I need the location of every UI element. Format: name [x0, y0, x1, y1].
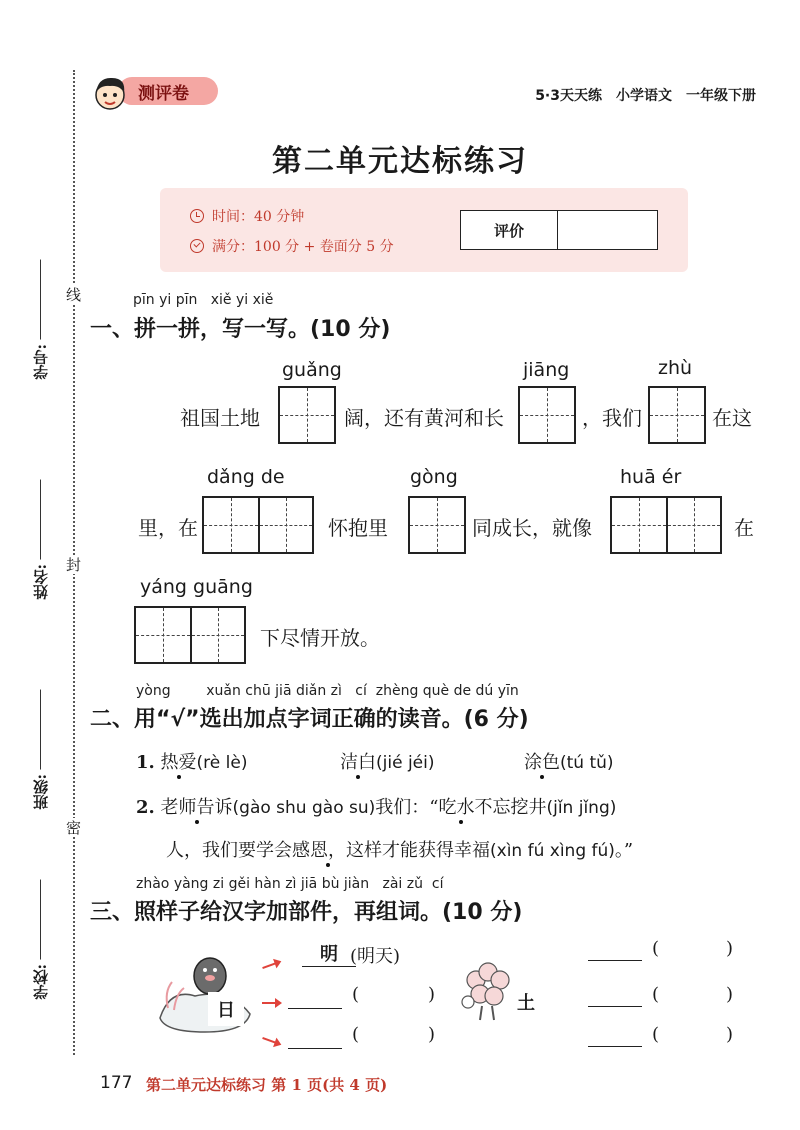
evaluation-box: [460, 210, 658, 250]
student-name-label: 姓名:: [32, 564, 50, 600]
page-title: 第二单元达标练习: [272, 144, 528, 179]
arrow-icon: [262, 1037, 280, 1045]
book-info: [521, 85, 756, 105]
dotted-word-tuse: 涂色: [524, 752, 560, 773]
writing-grid-yangguang[interactable]: [134, 606, 246, 664]
info-box: [160, 188, 688, 272]
pinyin-jiang: jiāng: [523, 359, 570, 381]
binding-mark-feng: 封: [64, 557, 82, 572]
options-wajing[interactable]: (jǐn jǐng): [546, 798, 617, 818]
clock-icon: [190, 209, 204, 223]
student-number-field[interactable]: [30, 260, 51, 380]
pinyin-gong: gòng: [410, 466, 458, 488]
pinyin-guang: guǎng: [282, 359, 342, 381]
blank-tu-2[interactable]: [588, 982, 642, 1007]
arrow-icon: [262, 961, 280, 969]
arrow-icon: [262, 1002, 280, 1004]
time-limit: 时间：40 分钟: [212, 209, 305, 225]
blank-ri-3[interactable]: [288, 1024, 342, 1049]
section2-pinyin: yòng xuǎn chū jiā diǎn zì cí zhèng què de dú yīn: [136, 683, 519, 699]
evaluation-label: 评价: [461, 211, 558, 249]
dotted-word-jiebai: 洁白: [340, 752, 376, 773]
dotted-word-reai: 热爱: [160, 752, 197, 773]
question-2-2-line2: 人，我们要学会感恩，这样才能获得幸福(xìn fú xìng fú)。”: [166, 840, 634, 861]
question-2-1: 1. 热爱(rè lè): [136, 752, 248, 773]
dotted-word-wajing: 我们：“吃水不忘挖井: [375, 797, 547, 818]
section2-heading: 二、用“√”选出加点字词正确的读音。(6 分): [90, 707, 529, 732]
binding-mark-xian: 线: [64, 287, 82, 302]
line1-text-a: 祖国土地: [180, 406, 260, 430]
root-char-ri: 日: [208, 992, 244, 1026]
blank-tu-1[interactable]: [588, 936, 642, 961]
binding-mark-mi: 密: [64, 820, 82, 835]
subject-name: 小学语文: [616, 88, 672, 104]
checkmark-icon: [190, 239, 204, 253]
options-reai[interactable]: (rè lè): [196, 753, 248, 773]
writing-grid-gong[interactable]: [408, 496, 466, 554]
pinyin-dangde: dǎng de: [207, 466, 285, 488]
evaluation-blank[interactable]: [558, 211, 657, 249]
full-score: 满分：100 分 + 卷面分 5 分: [212, 239, 394, 255]
root-char-tu: 土: [508, 985, 544, 1019]
blank-ri-2[interactable]: [288, 984, 342, 1009]
options-xingfu[interactable]: (xìn fú xìng fú): [490, 841, 615, 861]
footer-title: 第二单元达标练习 第 1 页(共 4 页): [146, 1076, 388, 1094]
pinyin-huaer: huā ér: [620, 466, 682, 488]
line1-text-c: ，我们: [582, 406, 642, 430]
options-jiebai[interactable]: (jié jéi): [376, 753, 435, 773]
writing-grid-zhu[interactable]: [648, 386, 706, 444]
section1-heading: 一、拼一拼，写一写。(10 分): [90, 317, 391, 342]
line2-text-b: 怀抱里: [328, 516, 388, 540]
page-number: 177: [100, 1073, 133, 1093]
school-label: 学校:: [32, 964, 50, 1000]
line3-text: 下尽情开放。: [260, 626, 380, 650]
question-2-2-line1: 2. 老师告诉(gào shu gào su)我们：“吃水不忘挖井(jǐn jǐng): [136, 797, 617, 818]
section1-pinyin: pīn yi pīn xiě yi xiě: [133, 292, 274, 308]
test-badge: 测评卷: [90, 73, 218, 109]
writing-grid-huaer[interactable]: [610, 496, 722, 554]
line2-text-a: 里，在: [138, 516, 198, 540]
line1-text-d: 在这: [712, 406, 752, 430]
line2-text-d: 在: [734, 516, 754, 540]
grade-name: 一年级下册: [686, 88, 756, 104]
question-2-1b: [340, 748, 434, 774]
series-name: 5·3天天练: [535, 88, 602, 104]
question-2-1c: [524, 748, 614, 774]
pinyin-yangguang: yáng guāng: [140, 576, 253, 598]
writing-grid-dangde[interactable]: [202, 496, 314, 554]
example-word: (明天): [350, 946, 401, 967]
class-label: 班级:: [32, 774, 50, 810]
dotted-word-gaosu: 老师告诉: [160, 797, 233, 818]
dotted-word-xingfu: 人，我们要学会感恩，这样才能获得幸福: [166, 840, 490, 861]
student-name-field[interactable]: [30, 480, 51, 600]
example-char: 明: [302, 940, 356, 967]
writing-grid-guang[interactable]: [278, 386, 336, 444]
section3-heading: 三、照样子给汉字加部件，再组词。(10 分): [90, 900, 523, 925]
blank-tu-3[interactable]: [588, 1022, 642, 1047]
options-gaosu[interactable]: (gào shu gào su): [232, 798, 376, 818]
class-field[interactable]: [30, 690, 51, 810]
line1-text-b: 阔，还有黄河和长: [344, 406, 504, 430]
student-number-label: 学号:: [32, 344, 50, 380]
mascot-icon: [90, 73, 134, 113]
options-tuse[interactable]: (tú tǔ): [560, 753, 614, 773]
pinyin-zhu: zhù: [658, 357, 693, 379]
section3-pinyin: zhào yàng zi gěi hàn zì jiā bù jiàn zài zǔ cí: [136, 876, 444, 892]
writing-grid-jiang[interactable]: [518, 386, 576, 444]
line2-text-c: 同成长，就像: [472, 516, 592, 540]
school-field[interactable]: [30, 880, 51, 1000]
